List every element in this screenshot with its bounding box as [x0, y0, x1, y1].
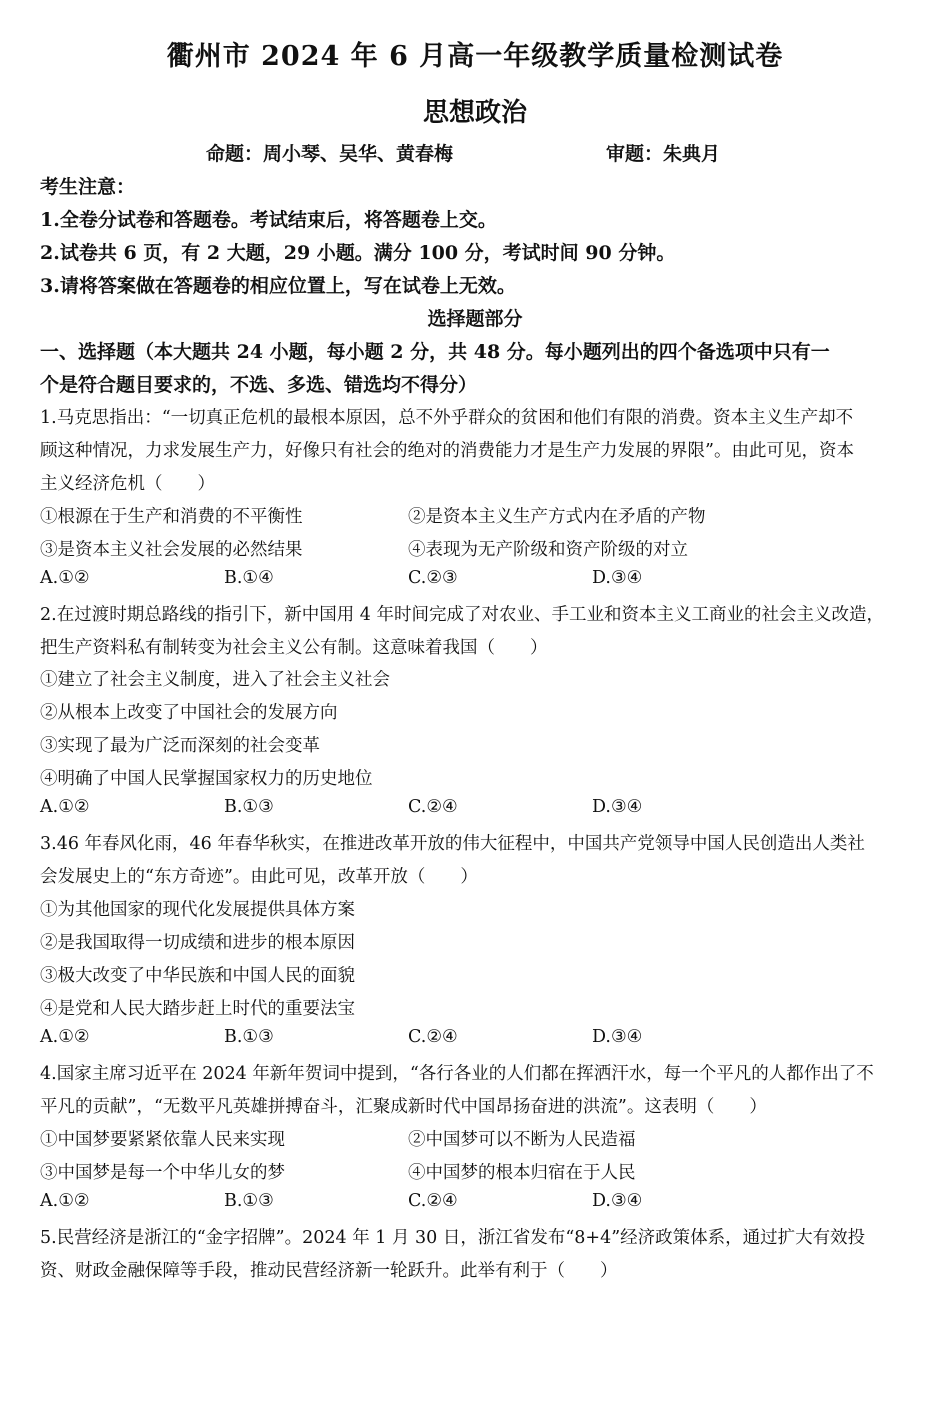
authors-line: 命题：周小琴、吴华、黄春梅 — [206, 143, 454, 165]
q3-item: ①为其他国家的现代化发展提供具体方案 — [40, 900, 355, 920]
q1-stem-line: 1.马克思指出：“一切真正危机的最根本原因，总不外乎群众的贫困和他们有限的消费。资本主义生产却不 — [40, 408, 854, 428]
q2-choice-d: D.③④ — [592, 797, 643, 817]
q1-item: ①根源在于生产和消费的不平衡性 — [40, 507, 303, 527]
q1-choice-a: A.①② — [40, 568, 90, 588]
q3-choice-b: B.①③ — [224, 1027, 274, 1047]
q5-stem-line: 资、财政金融保障等手段，推动民营经济新一轮跃升。此举有利于（ ） — [40, 1261, 618, 1281]
exam-title: 衢州市 2024 年 6 月高一年级教学质量检测试卷 — [166, 41, 784, 72]
q1-stem-line: 主义经济危机（ ） — [40, 474, 215, 494]
q4-stem-line: 4.国家主席习近平在 2024 年新年贺词中提到，“各行各业的人们都在挥洒汗水，每一个平凡的人都作出了不 — [40, 1064, 874, 1084]
part-heading — [40, 336, 900, 402]
q4-stem-line: 平凡的贡献”，“无数平凡英雄拼搏奋斗，汇聚成新时代中国昂扬奋进的洪流”。这表明（ ） — [40, 1097, 767, 1117]
q1-item: ④表现为无产阶级和资产阶级的对立 — [408, 540, 688, 560]
q4-item: ④中国梦的根本归宿在于人民 — [408, 1163, 636, 1183]
q4-item: ②中国梦可以不断为人民造福 — [408, 1130, 636, 1150]
q5-stem-line: 5.民营经济是浙江的“金字招牌”。2024 年 1 月 30 日，浙江省发布“8+4”经济政策体系，通过扩大有效投 — [40, 1228, 866, 1248]
q3-stem-line: 3.46 年春风化雨，46 年春华秋实，在推进改革开放的伟大征程中，中国共产党领导中国人民创造出人类社 — [40, 834, 865, 854]
q2-choice-b: B.①③ — [224, 797, 274, 817]
q2-item: ②从根本上改变了中国社会的发展方向 — [40, 703, 338, 723]
q1-item: ③是资本主义社会发展的必然结果 — [40, 540, 303, 560]
notice-item: 3.请将答案做在答题卷的相应位置上，写在试卷上无效。 — [40, 275, 516, 297]
reviewer-line: 审题：朱典月 — [606, 143, 721, 165]
q4-item: ①中国梦要紧紧依靠人民来实现 — [40, 1130, 285, 1150]
q1-choice-b: B.①④ — [224, 568, 274, 588]
part-heading-line: 个是符合题目要求的，不选、多选、错选均不得分） — [40, 374, 478, 396]
q3-item: ④是党和人民大踏步赶上时代的重要法宝 — [40, 999, 355, 1019]
notice-item: 2.试卷共 6 页，有 2 大题，29 小题。满分 100 分，考试时间 90 分钟。 — [40, 242, 676, 264]
subject-title: 思想政治 — [422, 98, 527, 128]
q4-choice-a: A.①② — [40, 1191, 90, 1211]
q2-choice-c: C.②④ — [408, 797, 458, 817]
q3-choice-a: A.①② — [40, 1027, 90, 1047]
q4-choice-c: C.②④ — [408, 1191, 458, 1211]
q3-item: ③极大改变了中华民族和中国人民的面貌 — [40, 966, 355, 986]
part-heading-line: 一、选择题（本大题共 24 小题，每小题 2 分，共 48 分。每小题列出的四个备选项中只有一 — [40, 341, 830, 363]
q3-choice-c: C.②④ — [408, 1027, 458, 1047]
q2-choice-a: A.①② — [40, 797, 90, 817]
notice-item: 1.全卷分试卷和答题卷。考试结束后，将答题卷上交。 — [40, 209, 497, 231]
q4-choice-d: D.③④ — [592, 1191, 643, 1211]
q2-stem-line: 2.在过渡时期总路线的指引下，新中国用 4 年时间完成了对农业、手工业和资本主义工商业的社会主义改造， — [40, 605, 884, 625]
q1-stem-line: 顾这种情况，力求发展生产力，好像只有社会的绝对的消费能力才是生产力发展的界限”。由此可见，资本 — [40, 441, 854, 461]
q3-choice-d: D.③④ — [592, 1027, 643, 1047]
notice-heading: 考生注意： — [40, 176, 136, 198]
q3-item: ②是我国取得一切成绩和进步的根本原因 — [40, 933, 355, 953]
q2-stem-line: 把生产资料私有制转变为社会主义公有制。这意味着我国（ ） — [40, 638, 548, 658]
q1-choice-d: D.③④ — [592, 568, 643, 588]
q1-item: ②是资本主义生产方式内在矛盾的产物 — [408, 507, 706, 527]
q3-stem-line: 会发展史上的“东方奇迹”。由此可见，改革开放（ ） — [40, 867, 478, 887]
q2-item: ①建立了社会主义制度，进入了社会主义社会 — [40, 670, 390, 690]
q4-choice-b: B.①③ — [224, 1191, 274, 1211]
q2-item: ④明确了中国人民掌握国家权力的历史地位 — [40, 769, 373, 789]
q4-item: ③中国梦是每一个中华儿女的梦 — [40, 1163, 285, 1183]
q1-choice-c: C.②③ — [408, 568, 458, 588]
q2-item: ③实现了最为广泛而深刻的社会变革 — [40, 736, 320, 756]
section-title: 选择题部分 — [427, 308, 523, 330]
